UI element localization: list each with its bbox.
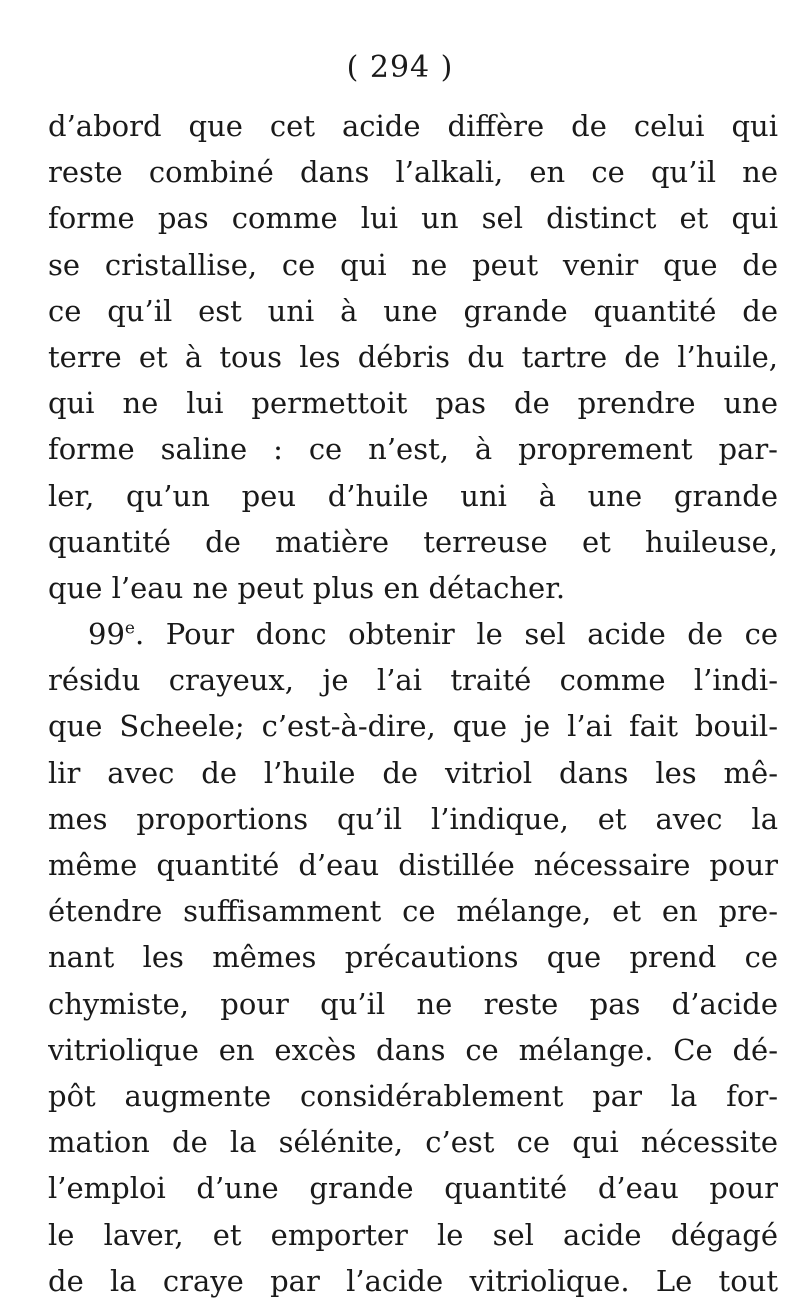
text-line: mes proportions qu’il l’indique, et avec la <box>48 801 778 836</box>
text-line: de la craye par l’acide vitriolique. Le tout <box>48 1263 778 1298</box>
text-line: nant les mêmes précautions que prend ce <box>48 940 778 975</box>
text-line: quantité de matière terreuse et huileuse, <box>48 524 778 559</box>
paragraph-first-line <box>48 611 778 657</box>
text-line: même quantité d’eau distillée nécessaire pour <box>48 848 778 882</box>
paragraph-2 <box>48 611 778 1304</box>
text-line: forme pas comme lui un sel distinct et qui <box>48 201 778 236</box>
text-line: étendre suffisamment ce mélange, et en pre- <box>48 894 778 929</box>
text-line: chymiste, pour qu’il ne reste pas d’acide <box>48 986 778 1021</box>
text-line: forme saline : ce n’est, à proprement par- <box>48 432 778 467</box>
text-line: le laver, et emporter le sel acide dégagé <box>48 1217 778 1252</box>
text-line: ler, qu’un peu d’huile uni à une grande <box>48 478 778 513</box>
text-line: ce qu’il est uni à une grande quantité de <box>48 293 778 328</box>
text-line: reste combiné dans l’alkali, en ce qu’il ne <box>48 155 778 190</box>
text-line: résidu crayeux, je l’ai traité comme l’indi- <box>48 663 778 698</box>
paragraph-number: 99 <box>88 617 125 652</box>
text-line: terre et à tous les débris du tartre de l’huile, <box>48 339 778 374</box>
text-line: pôt augmente considérablement par la for- <box>48 1078 778 1113</box>
body-text <box>48 103 778 1304</box>
text-line: d’abord que cet acide diffère de celui qui <box>48 109 778 143</box>
page-number: ( 294 ) <box>346 50 454 85</box>
paragraph-number-superscript: e <box>124 618 135 639</box>
text-line: que Scheele; c’est-à-dire, que je l’ai fait bouil- <box>48 709 778 744</box>
paragraph-1 <box>48 103 778 611</box>
text-line: vitriolique en excès dans ce mélange. Ce dé- <box>48 1032 778 1067</box>
text-line: l’emploi d’une grande quantité d’eau pour <box>48 1171 778 1206</box>
text-line-rest: . Pour donc obtenir le sel acide de ce <box>134 617 778 652</box>
text-line: qui ne lui permettoit pas de prendre une <box>48 386 778 421</box>
text-line: se cristallise, ce qui ne peut venir que de <box>48 247 778 282</box>
text-line: que l’eau ne peut plus en détacher. <box>48 570 566 605</box>
text-line: mation de la sélénite, c’est ce qui nécessite <box>48 1125 778 1160</box>
text-line: lir avec de l’huile de vitriol dans les mê- <box>48 755 778 790</box>
